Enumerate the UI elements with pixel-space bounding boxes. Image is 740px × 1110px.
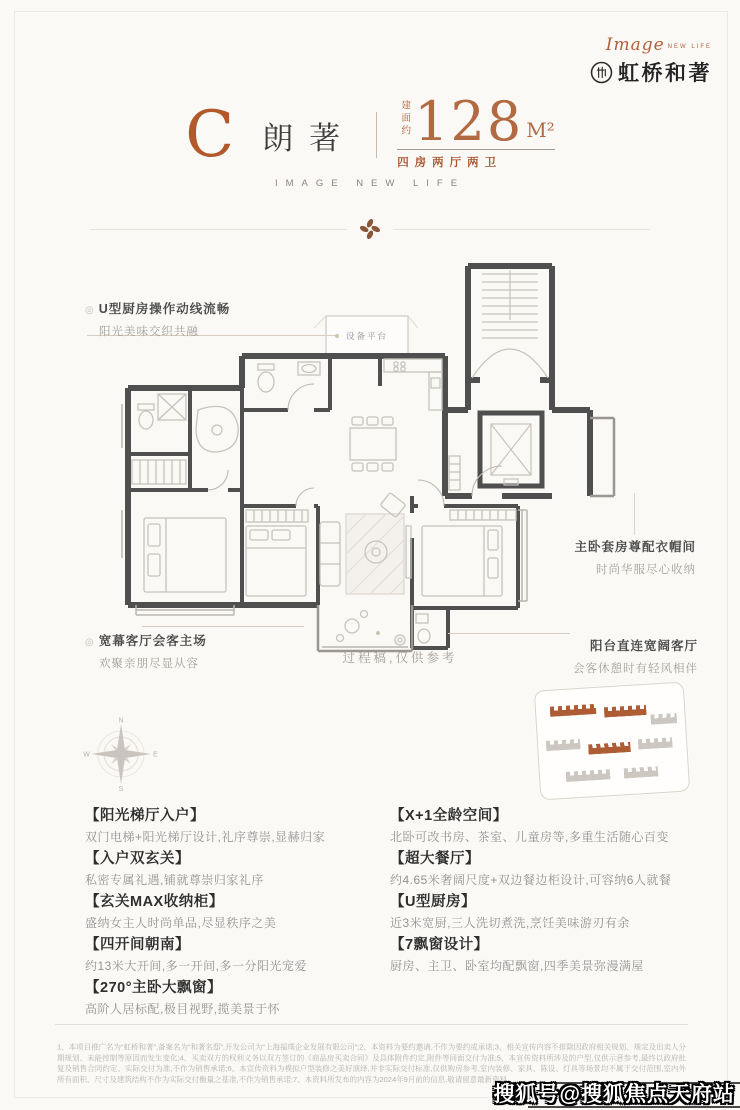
- feature-list-left: [85, 808, 385, 1023]
- annotation-balcony: 阳台直连宽阔客厅 会客休憩时有轻风相伴: [573, 639, 698, 675]
- keyplan-building-highlight: [588, 742, 631, 755]
- stair-tower: [472, 270, 548, 378]
- keyplan-building: [624, 766, 659, 778]
- feature-item: 【X+1全龄空间】 北卧可改书房、茶室、儿童房等,多重生活随心百变: [390, 808, 669, 844]
- leader-living: [142, 626, 304, 627]
- site-keyplan: [534, 682, 690, 801]
- feature-list-right: [390, 808, 702, 980]
- feature-item: 【四开间朝南】 约13米大开间,多一开间,多一分阳光宠爱: [85, 937, 308, 973]
- annotation-kitchen: [85, 299, 230, 339]
- brand-name: 虹桥和著: [618, 60, 712, 85]
- feature-item: 【270°主卧大飘窗】 高阶人居标配,极目视野,揽美景于怀: [85, 980, 281, 1016]
- brand-script-text: Image: [605, 35, 665, 55]
- keyplan-building: [638, 737, 673, 749]
- area-group: [397, 90, 555, 170]
- layout-desc: 四房两厅两卫: [397, 149, 555, 170]
- title-divider: [376, 112, 377, 158]
- feature-item: 【入户双玄关】 私密专属礼遇,铺就尊崇归家礼序: [85, 851, 264, 887]
- area-prefix: 建面约: [399, 100, 411, 138]
- annotation-title: U型厨房操作动线流畅: [98, 302, 231, 316]
- keyplan-building: [650, 713, 677, 725]
- watermark: 搜狐号@搜狐焦点天府站: [493, 1083, 735, 1106]
- svg-text:W: W: [83, 751, 90, 759]
- keyplan-building: [566, 769, 611, 782]
- unit-title: [0, 90, 740, 172]
- door-arcs: [208, 384, 502, 506]
- feature-item: 【玄关MAX收纳柜】 盛纳女主人时尚单品,尽显秩序之美: [85, 894, 277, 930]
- keyplan-building-highlight: [550, 704, 597, 717]
- feature-item: 【阳光梯厅入户】 双门电梯+阳光梯厅设计,礼序尊崇,显赫归家: [85, 808, 326, 844]
- feature-item: 【超大餐厅】 约4.65米奢阔尺度+双边餐边柜设计,可容纳6人就餐: [390, 851, 672, 887]
- tagline: IMAGE NEW LIFE: [274, 178, 466, 189]
- unit-letter: C: [185, 98, 235, 172]
- keyplan-building-highlight: [604, 705, 647, 718]
- clover-ornament-icon: [359, 218, 381, 240]
- leader-balcony-dot: [376, 631, 380, 635]
- svg-text:E: E: [153, 751, 158, 759]
- area-value: 128: [414, 90, 524, 153]
- leader-balcony: [448, 633, 570, 634]
- annotation-bullet-icon: ◎: [85, 637, 95, 648]
- annotation-title: 宽幕客厅会客主场: [98, 634, 207, 648]
- svg-text:N: N: [118, 717, 124, 725]
- svg-text:S: S: [118, 786, 124, 792]
- brand-script-sub: NEW LIFE: [667, 44, 712, 50]
- brand-mark-icon: [590, 61, 613, 84]
- disclaimer-divider: [55, 1024, 688, 1025]
- feature-item: 【7飘窗设计】 厨房、主卫、卧室均配飘窗,四季美景弥漫满屋: [390, 937, 644, 973]
- keyplan-building: [546, 739, 581, 751]
- ornament-divider: [90, 218, 650, 240]
- unit-name: 朗著: [262, 120, 357, 157]
- draft-note: 过程稿,仅供参考: [342, 651, 458, 665]
- compass-icon: [83, 716, 159, 792]
- brand-logo: [590, 35, 712, 87]
- leader-master: [634, 493, 635, 535]
- elevator: [480, 413, 542, 486]
- annotation-desc: 欢聚亲朋尽显从容: [99, 658, 199, 670]
- disclaimer-text: 1、本项目推广名为“虹桥和著”,备案名为“和著名邸”,开发公司为“上海福璞企业发展有限公司”;2、本资料为要约邀请,不作为要约或承诺;3、相关宣传内容不排除因政府相关规划、规定及出卖人分期规划、未能控制等原因而发生变化;4、买卖双方的权利义务以双方签订的《商品房买卖合同》及具体附件约定,附件等同面交付为准;5、本宣传资料所涉及的户型,仅供示意参考,最终以政府批复及销售合同约定、实际交付为准,不作为销售承诺;6、本宣传资料为模拟户型装修之美好演绎,并非实际交付标准,仅供购房参考,室内装修、家具、陈设、灯具等场景均不属于交付范围,室内外所有面积、尺寸及建筑结构不作为实际交付衡量之基准,不作为销售承诺;7、本资料所发布的内容为2024年9月前的信息,敬请留意最新资料。: [57, 1043, 686, 1085]
- area-unit: M²: [526, 118, 555, 142]
- annotation-desc: 阳光美味交织共融: [99, 326, 199, 338]
- annotation-living: [85, 631, 207, 671]
- feature-item: 【U型厨房】 近3米宽厨,三人洗切煮洗,烹饪美味游刃有余: [390, 894, 630, 930]
- annotation-bullet-icon: ◎: [85, 305, 95, 316]
- svg-text:设备平台: 设备平台: [345, 331, 389, 341]
- annotation-master: 主卧套房尊配衣帽间 时尚华服尽心收纳: [574, 540, 696, 576]
- brand-script: [590, 35, 712, 55]
